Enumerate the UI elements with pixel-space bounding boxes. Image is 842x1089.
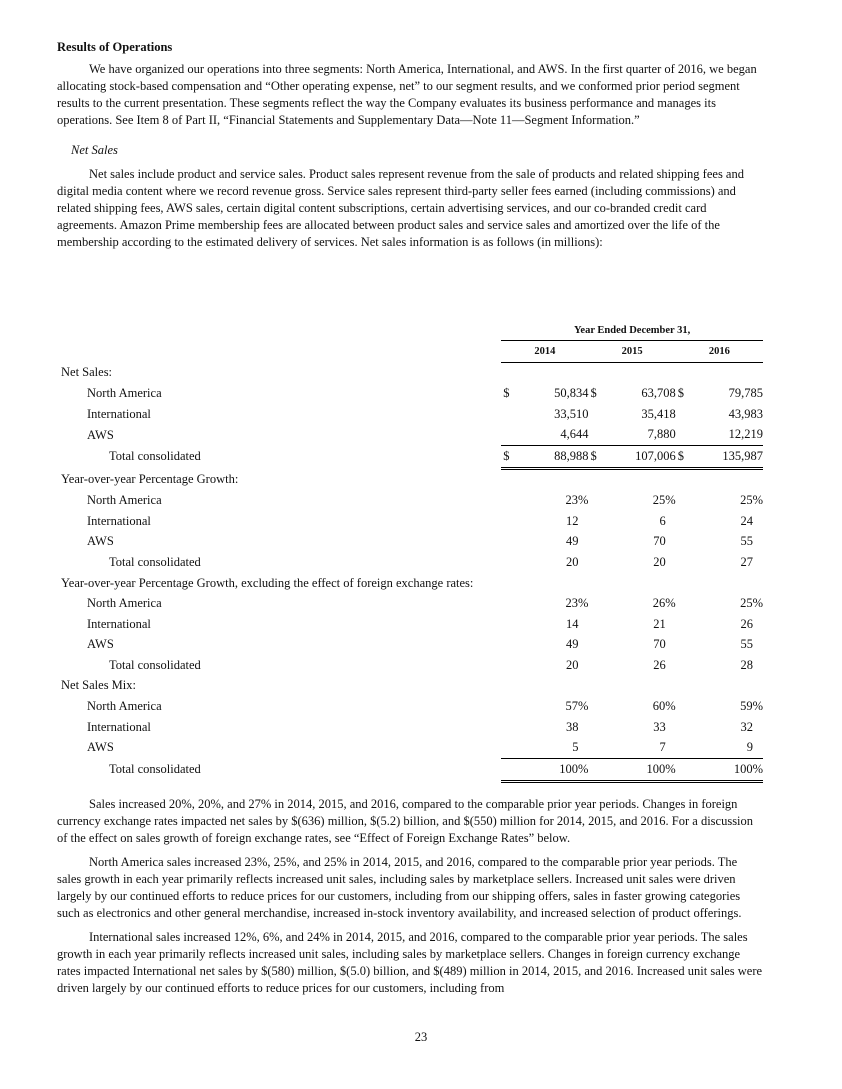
international-paragraph: International sales increased 12%, 6%, and 24% in 2014, 2015, and 2016, compared to the comparable prior year periods. The sales growth in each year primarily reflects increased unit sales, including sales by marketplace sellers. Changes in foreign currency exchange rates impacted International net sales by $(580) million, $(5.0) billion, and $(489) million in 2014, 2015, and 2016. Increased unit sales were driven largely by our continued efforts to reduce prices for our customers, including from: [57, 930, 763, 995]
net-sales-subheading: Net Sales: [71, 143, 118, 157]
year-header-2015: 2015: [588, 341, 675, 363]
cell-value: 25%: [740, 493, 763, 508]
table-row: [57, 696, 763, 717]
table-row: [57, 424, 763, 445]
period-header: Year Ended December 31,: [501, 320, 763, 341]
table-row: [57, 490, 763, 511]
cell-value: 33,510: [554, 406, 589, 421]
cell-value: 107,006: [603, 446, 676, 469]
currency-symbol: $: [590, 386, 597, 401]
cell-value: 23%: [565, 493, 589, 508]
mix-label: Net Sales Mix:: [61, 678, 136, 693]
row-label: International: [87, 719, 151, 734]
cell-value: 14: [565, 616, 579, 631]
cell-value: 26%: [652, 596, 676, 611]
table-row-total: [57, 446, 763, 469]
table-row: [57, 717, 763, 738]
table-row: [57, 531, 763, 552]
net-sales-intro-paragraph: Net sales include product and service sales. Product sales represent revenue from the sale of products and related shipping fees and digital media content where we record revenue gross. Service sales represent third-party seller fees earned (including commissions) and related shipping fees, AWS sales, certain digital content subscriptions, certain advertising services, and our co-branded credit card agreements. Amazon Prime membership fees are allocated between product sales and service sales and amortized over the life of the membership according to the estimated delivery of services. Net sales information is as follows (in millions):: [57, 167, 744, 249]
cell-value: 79,785: [728, 386, 763, 401]
page-number: 23: [414, 1030, 428, 1044]
currency-symbol: $: [676, 446, 690, 469]
currency-symbol: $: [503, 386, 510, 401]
cell-value: 7: [659, 740, 666, 755]
table-row: [57, 404, 763, 425]
table-row-total: [57, 758, 763, 781]
cell-value: 100%: [515, 758, 588, 781]
currency-symbol: $: [588, 446, 602, 469]
cell-value: 135,987: [690, 446, 763, 469]
currency-symbol: $: [501, 446, 515, 469]
table-row: [57, 383, 763, 404]
row-label: International: [87, 616, 151, 631]
cell-value: 70: [653, 534, 666, 549]
cell-value: 33: [653, 719, 666, 734]
table-row: [57, 511, 763, 532]
currency-symbol: $: [677, 386, 684, 401]
cell-value: 43,983: [728, 406, 763, 421]
table-row: [57, 634, 763, 655]
row-label: North America: [87, 698, 162, 713]
cell-value: 55: [740, 637, 753, 652]
row-label: Total consolidated: [109, 762, 201, 777]
row-label: Total consolidated: [109, 449, 201, 464]
cell-value: 25%: [740, 596, 763, 611]
cell-value: 4,644: [560, 427, 589, 442]
row-label: International: [87, 406, 151, 421]
cell-value: 24: [740, 513, 753, 528]
net-sales-table: [57, 320, 763, 783]
row-label: AWS: [87, 427, 114, 442]
yoy-label: Year-over-year Percentage Growth:: [61, 471, 239, 486]
cell-value: 7,880: [647, 427, 676, 442]
discussion-body: [57, 796, 763, 1004]
yoy-fx-label: Year-over-year Percentage Growth, excluding the effect of foreign exchange rates:: [61, 575, 474, 590]
cell-value: 28: [740, 657, 753, 672]
cell-value: 59%: [740, 698, 763, 713]
cell-value: 20: [653, 554, 666, 569]
cell-value: 50,834: [554, 386, 589, 401]
row-label: Total consolidated: [109, 554, 201, 569]
cell-value: 49: [565, 637, 579, 652]
cell-value: 25%: [652, 493, 676, 508]
cell-value: 100%: [603, 758, 676, 781]
row-label: North America: [87, 493, 162, 508]
cell-value: 70: [653, 637, 666, 652]
row-label: International: [87, 513, 151, 528]
cell-value: 26: [740, 616, 753, 631]
cell-value: 35,418: [641, 406, 676, 421]
row-label: AWS: [87, 637, 114, 652]
cell-value: 26: [653, 657, 666, 672]
cell-value: 20: [565, 554, 579, 569]
year-header-2014: 2014: [501, 341, 588, 363]
table-row-total: [57, 655, 763, 676]
cell-value: 20: [565, 657, 579, 672]
net-sales-label: Net Sales:: [61, 365, 113, 380]
cell-value: 5: [572, 740, 579, 755]
cell-value: 60%: [652, 698, 676, 713]
page-body: [57, 40, 763, 258]
cell-value: 63,708: [641, 386, 676, 401]
row-label: North America: [87, 386, 162, 401]
cell-value: 12,219: [728, 427, 763, 442]
year-header-2016: 2016: [676, 341, 763, 363]
row-label: AWS: [87, 534, 114, 549]
row-label: North America: [87, 596, 162, 611]
sales-paragraph: Sales increased 20%, 20%, and 27% in 2014, 2015, and 2016, compared to the comparable prior year periods. Changes in foreign currency exchange rates impacted net sales by $(636) million, $(5.2) billion, and $(550) million for 2014, 2015, and 2016. For a discussion of the effect on sales growth of foreign exchange rates, see “Effect of Foreign Exchange Rates” below.: [57, 797, 754, 845]
cell-value: 55: [740, 534, 753, 549]
table-row: [57, 737, 763, 758]
cell-value: 23%: [565, 596, 589, 611]
row-label: AWS: [87, 740, 114, 755]
cell-value: 38: [565, 719, 579, 734]
table-row-total: [57, 552, 763, 573]
cell-value: 9: [746, 740, 753, 755]
cell-value: 100%: [690, 758, 763, 781]
row-label: Total consolidated: [109, 657, 201, 672]
cell-value: 21: [653, 616, 666, 631]
table-row: [57, 593, 763, 614]
cell-value: 12: [565, 513, 579, 528]
section-heading: Results of Operations: [57, 40, 173, 54]
intro-paragraph: We have organized our operations into three segments: North America, International, and AWS. In the first quarter of 2016, we began allocating stock-based compensation and “Other operating expense, net” to our segment results, and we conformed prior period segment results to the current presentation. These segments reflect the way the Company evaluates its business performance and manages its operations. See Item 8 of Part II, “Financial Statements and Supplementary Data—Note 11—Segment Information.”: [57, 62, 757, 127]
cell-value: 6: [659, 513, 666, 528]
cell-value: 88,988: [515, 446, 588, 469]
cell-value: 57%: [565, 698, 589, 713]
cell-value: 27: [740, 554, 753, 569]
north-america-paragraph: North America sales increased 23%, 25%, and 25% in 2014, 2015, and 2016, compared to the comparable prior year periods. The sales growth in each year primarily reflects increased unit sales, including sales by marketplace sellers. Increased unit sales were driven largely by our continued efforts to reduce prices for our customers, including from our shipping offers, sales in faster growing categories such as electronics and other general merchandise, increased in-stock inventory availability, and increased selection of product offerings.: [57, 855, 742, 920]
cell-value: 32: [740, 719, 753, 734]
table-row: [57, 614, 763, 635]
cell-value: 49: [565, 534, 579, 549]
